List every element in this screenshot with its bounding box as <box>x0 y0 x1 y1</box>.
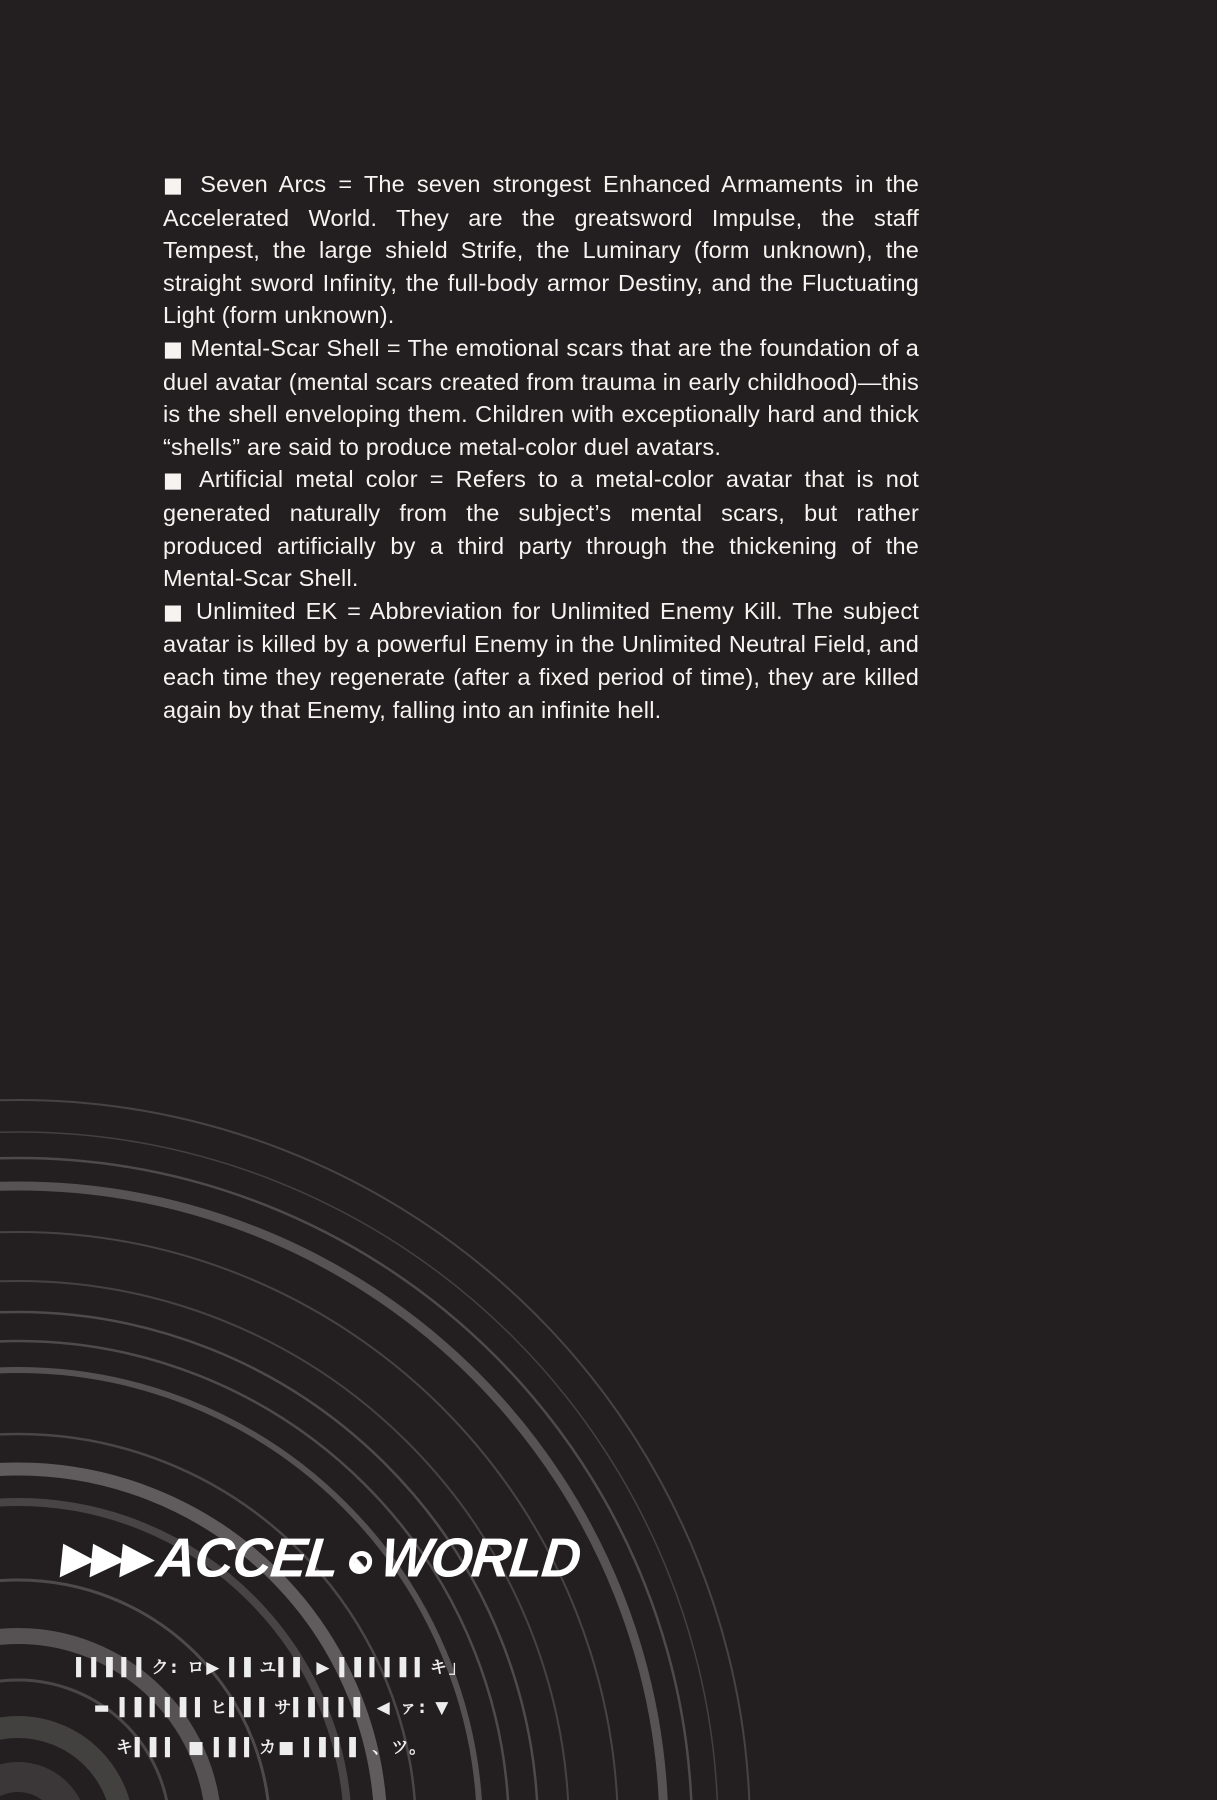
logo-text-world: WORLD <box>377 1527 584 1589</box>
accel-world-logo <box>58 1524 584 1592</box>
play-triangle-icon: ▶ <box>118 1532 158 1583</box>
glossary-entry <box>163 168 919 332</box>
glossary-entry-text: Artificial metal color = Refers to a metal-color avatar that is not generated naturally from the subject’s mental scars, but rather produced artificially by a third party through the thickening of the Mental-Scar Shell. <box>163 466 919 592</box>
glyph-line: キ▍▌▍ ■ ▍▌▍カ■ ▍▌▍▌ 、ツ。 <box>115 1738 429 1758</box>
square-bullet-icon: ■ <box>163 173 189 197</box>
logo-text-accel: ACCEL <box>153 1527 342 1589</box>
glossary-entry-text: Unlimited EK = Abbreviation for Unlimited Enemy Kill. The subject avatar is killed by a powerful Enemy in the Unlimited Neutral Field, and each time they regenerate (after a fixed period of time), they are killed again by that Enemy, falling into an infinite hell. <box>163 597 919 723</box>
glossary-text-block <box>163 168 919 726</box>
square-bullet-icon: ■ <box>163 599 187 624</box>
glossary-entry-text: Seven Arcs = The seven strongest Enhanced Armaments in the Accelerated World. They are the greatsword Impulse, the staff Tempest, the large shield Strife, the Luminary (form unknown), the straight sword Infinity, the full-body armor Destiny, and the Fluctuating Light (form unknown). <box>163 171 920 329</box>
glyph-line: ▍▍▌▍▍ク: ロ▶ ▍▌ユ▍▌ ▶ ▍▌▍▍▌▍キ」 <box>76 1658 468 1678</box>
square-bullet-icon: ■ <box>163 336 184 361</box>
glyph-line: ▬ ▍▌▍▍▌▍ヒ▍▌▍サ▍▌▍▍▌ ◀ ァ: ▼ <box>93 1698 451 1718</box>
square-bullet-icon: ■ <box>163 468 189 493</box>
decorative-glyph-text <box>52 1648 492 1768</box>
glossary-entry <box>163 332 919 463</box>
logo-dot-icon <box>347 1551 372 1574</box>
play-triangle-icon: ▶ <box>88 1532 128 1583</box>
glossary-entry-text: Mental-Scar Shell = The emotional scars that are the foundation of a duel avatar (mental scars created from trauma in early childhood)—this is the shell enveloping them. Children with exceptionally hard and thick “shells” are said to produce metal-color duel avatars. <box>163 334 920 460</box>
glossary-entry <box>163 463 919 594</box>
glossary-entry <box>163 595 919 726</box>
play-triangle-icon: ▶ <box>58 1532 99 1583</box>
